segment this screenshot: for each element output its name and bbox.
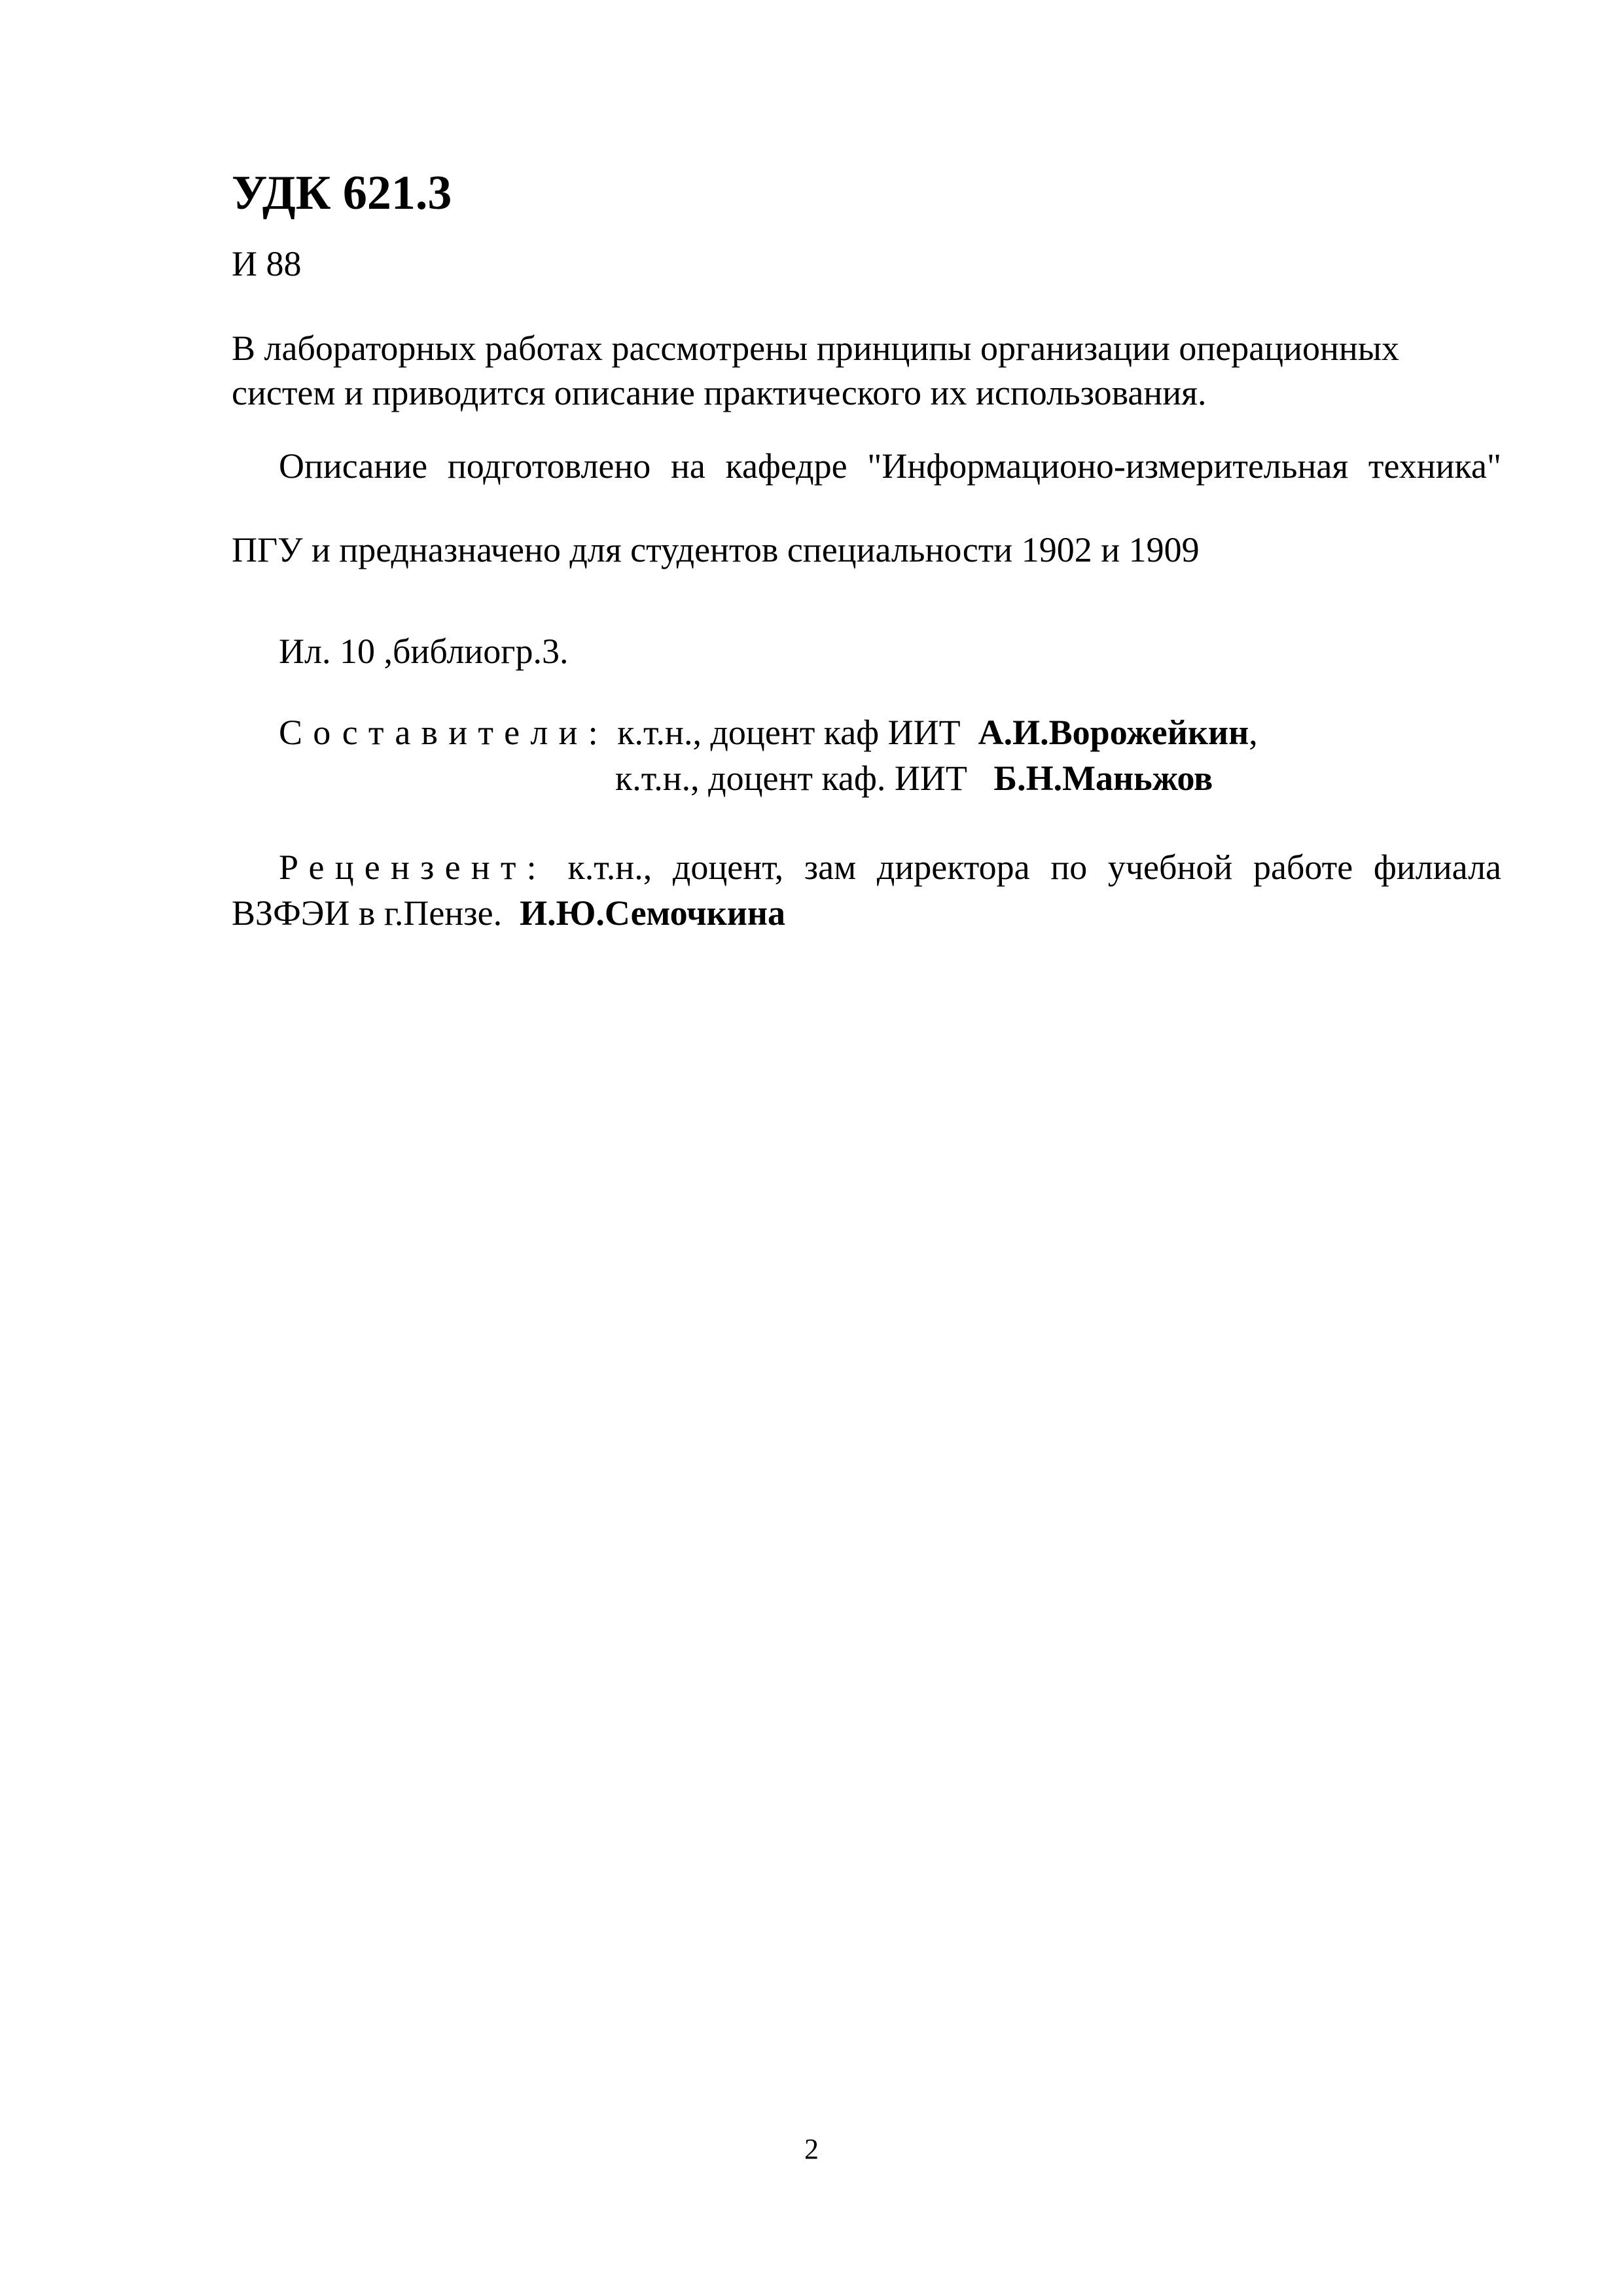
compiler-2-name: Б.Н.Маньжов [993,759,1213,798]
reviewer-label: Рецензент: [279,848,547,887]
description-paragraph: Описание подготовлено на кафедре "Информационо-измерительная техника" ПГУ и предназначено для студентов специальности 1902 и 1909 [232,446,1501,569]
abstract-paragraph [232,326,1501,415]
page-number: 2 [804,2133,819,2165]
bbk-code: И 88 [232,244,302,283]
udk-code: УДК 621.3 [232,166,452,220]
compiler-2-position: к.т.н., доцент каф. ИИТ [615,759,994,798]
abstract-line-2: систем и приводится описание практического их использования. [232,373,1207,412]
compiler-1-name: А.И.Ворожейкин [978,713,1249,752]
compiler-1-position: к.т.н., доцент каф ИИТ [608,713,978,752]
abstract-line-1: В лабораторных работах рассмотрены принципы организации операционных [232,329,1400,368]
reviewer-paragraph [232,844,1510,936]
reviewer-text: к.т.н., доцент, зам директора по учебной работе филиала ВЗФЭИ в г.Пензе. [232,848,1510,933]
compilers-label: Составители: [279,713,609,752]
compilers-line-2 [615,761,1213,796]
illustrations-bibliography: Ил. 10 ,библиогр.3. [279,632,569,671]
compiler-1-suffix: , [1249,713,1258,752]
reviewer-name: И.Ю.Семочкина [520,893,786,933]
compilers-line-1 [279,715,1258,750]
